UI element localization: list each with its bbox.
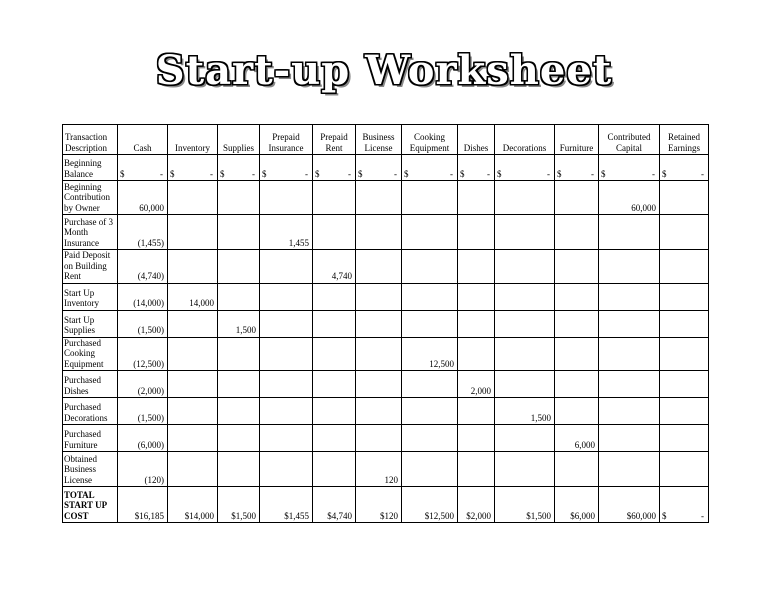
value-cell bbox=[495, 452, 555, 487]
balance-cell bbox=[260, 155, 313, 181]
column-header bbox=[599, 125, 660, 155]
value-cell: (1,455) bbox=[118, 215, 168, 250]
value-cell bbox=[495, 215, 555, 250]
header-row bbox=[63, 125, 709, 155]
value-cell bbox=[260, 337, 313, 371]
value-cell: 120 bbox=[356, 452, 402, 487]
value-cell bbox=[313, 215, 356, 250]
dash-value: - bbox=[348, 168, 351, 179]
value-cell bbox=[495, 371, 555, 398]
value-cell: (6,000) bbox=[118, 425, 168, 452]
transaction-row bbox=[63, 452, 709, 487]
row-label bbox=[63, 155, 118, 181]
value-cell bbox=[260, 398, 313, 425]
value-cell bbox=[458, 215, 495, 250]
value-cell bbox=[660, 310, 709, 337]
value-cell bbox=[599, 250, 660, 284]
value-cell bbox=[458, 250, 495, 284]
column-header-line2: Insurance bbox=[268, 142, 304, 153]
row-label-text: Purchased Furniture bbox=[64, 429, 101, 450]
transaction-row bbox=[63, 215, 709, 250]
value-cell bbox=[599, 283, 660, 310]
value-cell: (1,500) bbox=[118, 398, 168, 425]
row-label-text: Purchased Decorations bbox=[64, 402, 108, 423]
balance-cell bbox=[118, 155, 168, 181]
column-header-line2: Rent bbox=[325, 142, 343, 153]
column-header bbox=[555, 125, 599, 155]
value-cell bbox=[168, 337, 218, 371]
column-header-line1: Retained bbox=[668, 132, 700, 142]
value-cell: 1,500 bbox=[495, 398, 555, 425]
row-label bbox=[63, 215, 118, 250]
row-label bbox=[63, 310, 118, 337]
value-cell bbox=[458, 337, 495, 371]
total-cell: $14,000 bbox=[168, 487, 218, 523]
dollar-sign: $ bbox=[120, 168, 125, 179]
value-cell bbox=[313, 310, 356, 337]
value-cell bbox=[168, 310, 218, 337]
value-cell bbox=[555, 371, 599, 398]
value-cell bbox=[599, 310, 660, 337]
value-cell bbox=[218, 425, 260, 452]
row-label-text: Purchase of 3 Month Insurance bbox=[64, 216, 113, 248]
page-title: Start-up Worksheet bbox=[155, 47, 613, 94]
value-cell bbox=[356, 371, 402, 398]
column-header-line1: Prepaid bbox=[320, 132, 348, 142]
dash-value: - bbox=[701, 510, 704, 521]
value-cell bbox=[168, 398, 218, 425]
total-cell: $12,500 bbox=[402, 487, 458, 523]
value-cell bbox=[555, 337, 599, 371]
dash-value: - bbox=[450, 168, 453, 179]
balance-cell bbox=[218, 155, 260, 181]
value-cell bbox=[218, 283, 260, 310]
row-label-text: Start Up Supplies bbox=[64, 314, 96, 335]
dash-value: - bbox=[591, 168, 594, 179]
value-cell bbox=[356, 337, 402, 371]
total-cell: $1,500 bbox=[218, 487, 260, 523]
value-cell bbox=[402, 398, 458, 425]
row-label bbox=[63, 250, 118, 284]
value-cell bbox=[555, 310, 599, 337]
row-label-text: Purchased Cooking Equipment bbox=[64, 337, 104, 369]
dash-value: - bbox=[487, 168, 490, 179]
value-cell: 1,455 bbox=[260, 215, 313, 250]
dash-value: - bbox=[305, 168, 308, 179]
row-label-text: Paid Deposit on Building Rent bbox=[64, 250, 111, 281]
column-header bbox=[402, 125, 458, 155]
balance-cell bbox=[402, 155, 458, 181]
value-cell bbox=[168, 215, 218, 250]
balance-cell bbox=[313, 155, 356, 181]
balance-cell bbox=[495, 155, 555, 181]
value-cell bbox=[660, 250, 709, 284]
column-header-line2: Decorations bbox=[502, 142, 547, 153]
value-cell bbox=[260, 181, 313, 215]
value-cell bbox=[218, 215, 260, 250]
dash-value: - bbox=[547, 168, 550, 179]
value-cell: 2,000 bbox=[458, 371, 495, 398]
value-cell bbox=[260, 371, 313, 398]
value-cell bbox=[495, 181, 555, 215]
value-cell bbox=[168, 425, 218, 452]
value-cell bbox=[660, 371, 709, 398]
row-label-text: Beginning Balance bbox=[64, 158, 102, 179]
dollar-sign: $ bbox=[315, 168, 320, 179]
column-header-line2: Cash bbox=[133, 142, 152, 153]
column-header-line2: Description bbox=[65, 142, 107, 153]
total-cell: $16,185 bbox=[118, 487, 168, 523]
value-cell: 14,000 bbox=[168, 283, 218, 310]
value-cell: (120) bbox=[118, 452, 168, 487]
transaction-row bbox=[63, 398, 709, 425]
value-cell bbox=[660, 425, 709, 452]
column-header-line1: Prepaid bbox=[272, 132, 300, 142]
dollar-sign: $ bbox=[460, 168, 465, 179]
balance-cell bbox=[660, 155, 709, 181]
balance-cell bbox=[458, 155, 495, 181]
value-cell bbox=[168, 452, 218, 487]
dollar-sign: $ bbox=[557, 168, 562, 179]
value-cell bbox=[168, 371, 218, 398]
value-cell: 1,500 bbox=[218, 310, 260, 337]
total-row bbox=[63, 487, 709, 523]
value-cell bbox=[402, 425, 458, 452]
value-cell bbox=[402, 283, 458, 310]
value-cell bbox=[356, 181, 402, 215]
value-cell bbox=[313, 337, 356, 371]
row-label-text: TOTAL START UP COST bbox=[64, 489, 107, 521]
value-cell bbox=[313, 398, 356, 425]
value-cell bbox=[495, 337, 555, 371]
row-label bbox=[63, 371, 118, 398]
total-cell: $2,000 bbox=[458, 487, 495, 523]
value-cell bbox=[599, 425, 660, 452]
transaction-row bbox=[63, 310, 709, 337]
column-header-line2: Capital bbox=[616, 142, 642, 153]
transaction-row bbox=[63, 371, 709, 398]
column-header-line1: Contributed bbox=[607, 132, 651, 142]
column-header-line2: License bbox=[364, 142, 393, 153]
value-cell bbox=[356, 215, 402, 250]
value-cell bbox=[402, 310, 458, 337]
value-cell bbox=[495, 283, 555, 310]
value-cell bbox=[660, 215, 709, 250]
value-cell bbox=[458, 181, 495, 215]
column-header bbox=[168, 125, 218, 155]
value-cell bbox=[402, 250, 458, 284]
value-cell bbox=[218, 371, 260, 398]
value-cell bbox=[458, 283, 495, 310]
worksheet-table bbox=[62, 124, 709, 523]
value-cell bbox=[599, 215, 660, 250]
value-cell: (4,740) bbox=[118, 250, 168, 284]
transaction-row bbox=[63, 337, 709, 371]
total-cell: $6,000 bbox=[555, 487, 599, 523]
value-cell bbox=[313, 371, 356, 398]
column-header-line2: Inventory bbox=[175, 142, 210, 153]
value-cell bbox=[218, 250, 260, 284]
dollar-sign: $ bbox=[404, 168, 409, 179]
column-header-line2: Dishes bbox=[463, 142, 489, 153]
value-cell bbox=[218, 398, 260, 425]
value-cell bbox=[555, 250, 599, 284]
column-header bbox=[118, 125, 168, 155]
value-cell bbox=[313, 452, 356, 487]
value-cell bbox=[660, 181, 709, 215]
dash-value: - bbox=[160, 168, 163, 179]
value-cell bbox=[218, 337, 260, 371]
column-header bbox=[495, 125, 555, 155]
row-label-text: Beginning Contribution by Owner bbox=[64, 181, 111, 213]
value-cell bbox=[356, 425, 402, 452]
value-cell bbox=[458, 398, 495, 425]
value-cell bbox=[356, 250, 402, 284]
value-cell bbox=[313, 425, 356, 452]
value-cell bbox=[218, 181, 260, 215]
value-cell bbox=[168, 250, 218, 284]
value-cell bbox=[260, 250, 313, 284]
value-cell: (12,500) bbox=[118, 337, 168, 371]
value-cell bbox=[402, 181, 458, 215]
value-cell bbox=[555, 398, 599, 425]
column-header-line2: Supplies bbox=[222, 142, 254, 153]
value-cell: 4,740 bbox=[313, 250, 356, 284]
value-cell bbox=[660, 283, 709, 310]
balance-cell bbox=[599, 155, 660, 181]
value-cell bbox=[402, 215, 458, 250]
column-header bbox=[356, 125, 402, 155]
row-label bbox=[63, 181, 118, 215]
row-label-text: Purchased Dishes bbox=[64, 375, 101, 396]
column-header bbox=[218, 125, 260, 155]
column-header-line1: Cooking bbox=[413, 132, 445, 142]
value-cell bbox=[260, 452, 313, 487]
value-cell bbox=[260, 425, 313, 452]
transaction-row bbox=[63, 425, 709, 452]
row-label bbox=[63, 337, 118, 371]
value-cell bbox=[599, 452, 660, 487]
column-header bbox=[660, 125, 709, 155]
beginning-balance-row bbox=[63, 155, 709, 181]
dash-value: - bbox=[701, 168, 704, 179]
value-cell bbox=[356, 310, 402, 337]
value-cell bbox=[495, 250, 555, 284]
value-cell bbox=[260, 283, 313, 310]
column-header-line2: Furniture bbox=[559, 142, 594, 153]
value-cell: (1,500) bbox=[118, 310, 168, 337]
value-cell bbox=[402, 452, 458, 487]
value-cell: (2,000) bbox=[118, 371, 168, 398]
value-cell: (14,000) bbox=[118, 283, 168, 310]
column-header bbox=[313, 125, 356, 155]
row-label bbox=[63, 425, 118, 452]
value-cell bbox=[260, 310, 313, 337]
dollar-sign: $ bbox=[220, 168, 225, 179]
total-cell: $4,740 bbox=[313, 487, 356, 523]
transaction-row bbox=[63, 181, 709, 215]
value-cell bbox=[218, 452, 260, 487]
column-header-line1: Transaction bbox=[65, 132, 108, 142]
column-header-line1: Business bbox=[362, 132, 395, 142]
column-header bbox=[260, 125, 313, 155]
dash-value: - bbox=[394, 168, 397, 179]
balance-cell bbox=[555, 155, 599, 181]
value-cell bbox=[555, 215, 599, 250]
transaction-row bbox=[63, 250, 709, 284]
value-cell bbox=[599, 337, 660, 371]
column-header-line2: Earnings bbox=[668, 142, 700, 153]
column-header bbox=[458, 125, 495, 155]
dollar-sign: $ bbox=[262, 168, 267, 179]
value-cell bbox=[356, 283, 402, 310]
dollar-sign: $ bbox=[358, 168, 363, 179]
dollar-sign: $ bbox=[662, 168, 667, 179]
row-label bbox=[63, 398, 118, 425]
total-cell bbox=[660, 487, 709, 523]
value-cell: 60,000 bbox=[599, 181, 660, 215]
column-header-line2: Equipment bbox=[409, 142, 450, 153]
value-cell: 12,500 bbox=[402, 337, 458, 371]
value-cell bbox=[660, 398, 709, 425]
value-cell bbox=[356, 398, 402, 425]
value-cell bbox=[458, 425, 495, 452]
dollar-sign: $ bbox=[497, 168, 502, 179]
value-cell bbox=[313, 181, 356, 215]
value-cell bbox=[495, 425, 555, 452]
value-cell bbox=[599, 371, 660, 398]
transaction-row bbox=[63, 283, 709, 310]
row-label bbox=[63, 452, 118, 487]
column-header bbox=[63, 125, 118, 155]
value-cell bbox=[458, 452, 495, 487]
row-label-text: Obtained Business License bbox=[64, 453, 97, 485]
value-cell bbox=[495, 310, 555, 337]
value-cell: 6,000 bbox=[555, 425, 599, 452]
value-cell bbox=[660, 452, 709, 487]
value-cell bbox=[458, 310, 495, 337]
value-cell: 60,000 bbox=[118, 181, 168, 215]
value-cell bbox=[555, 181, 599, 215]
total-cell: $1,455 bbox=[260, 487, 313, 523]
dash-value: - bbox=[652, 168, 655, 179]
balance-cell bbox=[168, 155, 218, 181]
dollar-sign: $ bbox=[170, 168, 175, 179]
row-label bbox=[63, 487, 118, 523]
total-cell: $1,500 bbox=[495, 487, 555, 523]
total-cell: $120 bbox=[356, 487, 402, 523]
row-label-text: Start Up Inventory bbox=[64, 287, 99, 308]
value-cell bbox=[313, 283, 356, 310]
value-cell bbox=[599, 398, 660, 425]
dash-value: - bbox=[210, 168, 213, 179]
value-cell bbox=[402, 371, 458, 398]
dash-value: - bbox=[252, 168, 255, 179]
value-cell bbox=[555, 452, 599, 487]
value-cell bbox=[660, 337, 709, 371]
value-cell bbox=[168, 181, 218, 215]
row-label bbox=[63, 283, 118, 310]
dollar-sign: $ bbox=[601, 168, 606, 179]
value-cell bbox=[555, 283, 599, 310]
balance-cell bbox=[356, 155, 402, 181]
total-cell: $60,000 bbox=[599, 487, 660, 523]
dollar-sign: $ bbox=[662, 510, 667, 521]
